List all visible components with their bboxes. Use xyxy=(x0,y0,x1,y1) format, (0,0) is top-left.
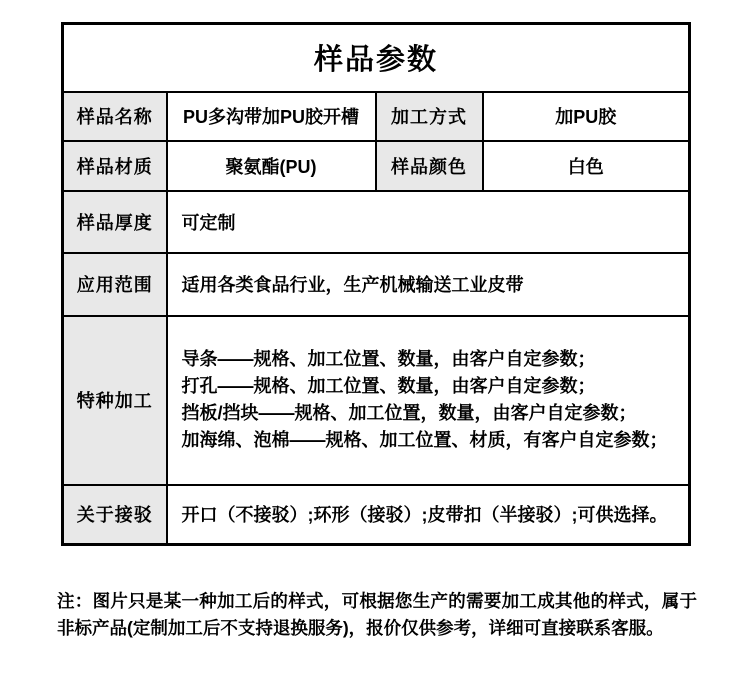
special-processing-value xyxy=(167,316,690,485)
table-row xyxy=(63,92,690,141)
special-processing-line: 导条——规格、加工位置、数量，由客户自定参数； xyxy=(181,349,596,369)
sample-color-label: 样品颜色 xyxy=(376,141,483,191)
special-processing-line: 挡板/挡块——规格、加工位置，数量，由客户自定参数； xyxy=(181,403,637,423)
joining-value: 开口（不接驳）;环形（接驳）;皮带扣（半接驳）;可供选择。 xyxy=(167,485,690,545)
footer-note: 注：图片只是某一种加工后的样式，可根据您生产的需要加工成其他的样式，属于非标产品(定制加工后不支持退换服务)，报价仅供参考，详细可直接联系客服。 xyxy=(57,591,697,638)
sample-name-value: PU多沟带加PU胶开槽 xyxy=(167,92,376,141)
table-title-row xyxy=(63,24,690,92)
table-row xyxy=(63,253,690,316)
application-range-value: 适用各类食品行业，生产机械输送工业皮带 xyxy=(167,253,690,316)
special-processing-line: 加海绵、泡棉——规格、加工位置、材质，有客户自定参数； xyxy=(181,430,668,450)
application-range-label: 应用范围 xyxy=(63,253,167,316)
table-row xyxy=(63,485,690,545)
sample-color-value: 白色 xyxy=(483,141,690,191)
table-row xyxy=(63,191,690,253)
sample-material-label: 样品材质 xyxy=(63,141,167,191)
processing-method-value: 加PU胶 xyxy=(483,92,690,141)
table-row xyxy=(63,316,690,485)
sample-material-value: 聚氨酯(PU) xyxy=(167,141,376,191)
sample-thickness-label: 样品厚度 xyxy=(63,191,167,253)
table-row xyxy=(63,141,690,191)
sample-name-label: 样品名称 xyxy=(63,92,167,141)
joining-label: 关于接驳 xyxy=(63,485,167,545)
spec-table xyxy=(61,22,691,546)
special-processing-line: 打孔——规格、加工位置、数量，由客户自定参数； xyxy=(181,376,596,396)
sample-thickness-value: 可定制 xyxy=(167,191,690,253)
special-processing-label: 特种加工 xyxy=(63,316,167,485)
table-title: 样品参数 xyxy=(63,24,690,92)
processing-method-label: 加工方式 xyxy=(376,92,483,141)
